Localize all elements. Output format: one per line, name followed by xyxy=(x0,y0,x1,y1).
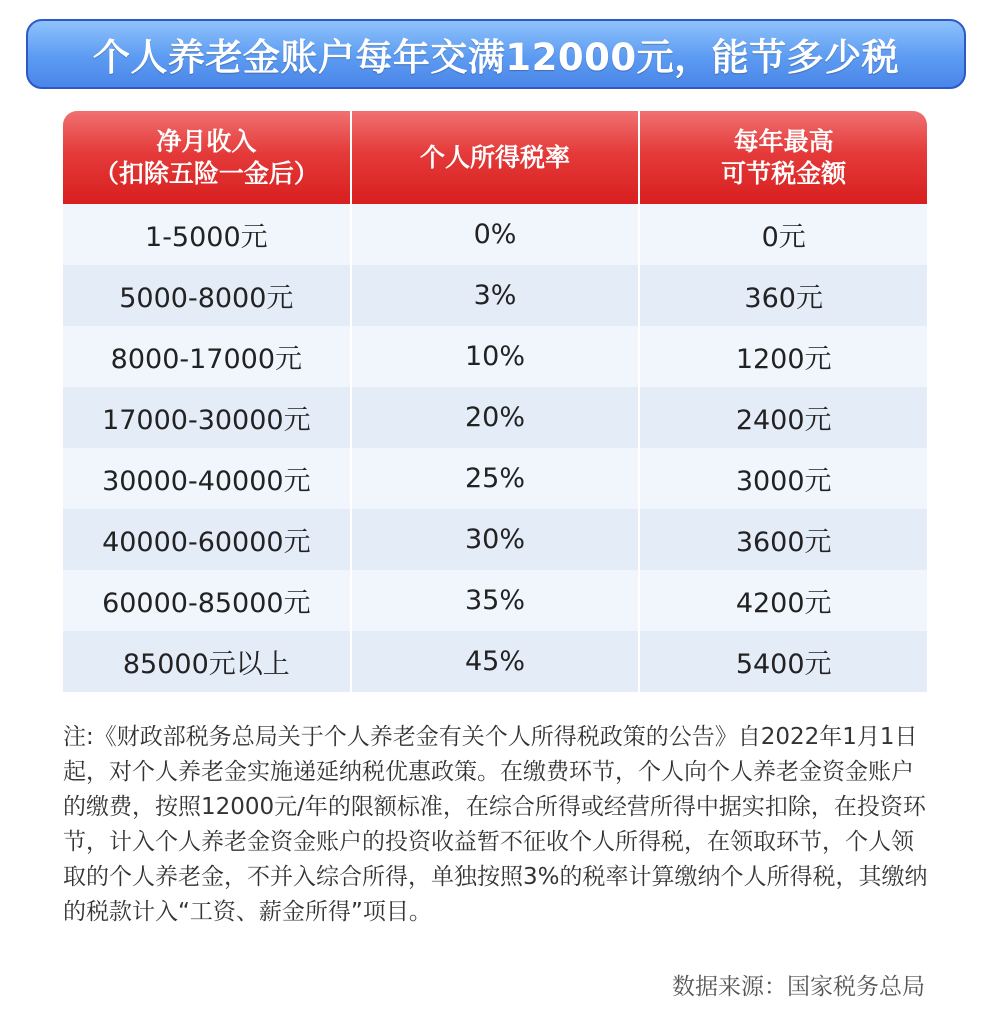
table-row xyxy=(63,509,927,570)
header-label: 每年最高 xyxy=(733,126,834,156)
cell-income: 60000-85000元 xyxy=(102,588,311,619)
cell-income: 8000-17000元 xyxy=(110,344,303,375)
cell-rate: 25% xyxy=(350,448,639,509)
cell-saving: 3000元 xyxy=(638,448,927,509)
cell-saving: 4200元 xyxy=(638,570,927,631)
cell-rate: 20% xyxy=(350,387,639,448)
cell-income: 1-5000元 xyxy=(145,222,268,253)
table-row xyxy=(63,631,927,692)
cell-saving: 1200元 xyxy=(638,326,927,387)
cell-saving: 3600元 xyxy=(638,509,927,570)
policy-note: 注:《财政部税务总局关于个人养老金有关个人所得税政策的公告》自2022年1月1日起，对个人养老金实施递延纳税优惠政策。在缴费环节，个人向个人养老金资金账户的缴费，按照12000元/年的限额标准，在综合所得或经营所得中据实扣除，在投资环节，计入个人养老金资金账户的投资收益暂不征收个人所得税，在领取环节，个人领取的个人养老金，不并入综合所得，单独按照3%的税率计算缴纳个人所得税，其缴纳的税款计入“工资、薪金所得”项目。 xyxy=(63,724,928,925)
table-row xyxy=(63,448,927,509)
header-monthly-income xyxy=(63,111,350,204)
cell-rate: 0% xyxy=(350,204,639,265)
cell-saving: 360元 xyxy=(638,265,927,326)
tax-table xyxy=(63,111,927,692)
data-source: 数据来源：国家税务总局 xyxy=(672,974,925,1000)
cell-rate: 30% xyxy=(350,509,639,570)
cell-income: 17000-30000元 xyxy=(102,405,311,436)
cell-income: 5000-8000元 xyxy=(119,283,294,314)
table-row xyxy=(63,387,927,448)
cell-rate: 3% xyxy=(350,265,639,326)
cell-rate: 35% xyxy=(350,570,639,631)
page-title: 个人养老金账户每年交满12000元，能节多少税 xyxy=(92,36,900,79)
cell-saving: 5400元 xyxy=(638,631,927,692)
header-max-saving xyxy=(638,111,927,204)
table-row xyxy=(63,204,927,265)
cell-income: 40000-60000元 xyxy=(102,527,311,558)
cell-income: 30000-40000元 xyxy=(102,466,311,497)
table-header xyxy=(63,111,927,204)
header-label: 可节税金额 xyxy=(721,158,847,188)
table-row xyxy=(63,570,927,631)
table-row xyxy=(63,265,927,326)
cell-saving: 2400元 xyxy=(638,387,927,448)
header-label: 净月收入 xyxy=(156,126,257,156)
cell-income: 85000元以上 xyxy=(122,649,290,680)
cell-rate: 10% xyxy=(350,326,639,387)
table-row xyxy=(63,326,927,387)
cell-rate: 45% xyxy=(350,631,639,692)
cell-saving: 0元 xyxy=(638,204,927,265)
title-banner xyxy=(26,19,966,89)
header-tax-rate xyxy=(350,111,639,204)
header-label: 个人所得税率 xyxy=(420,142,571,172)
header-label: （扣除五险一金后） xyxy=(93,158,319,188)
